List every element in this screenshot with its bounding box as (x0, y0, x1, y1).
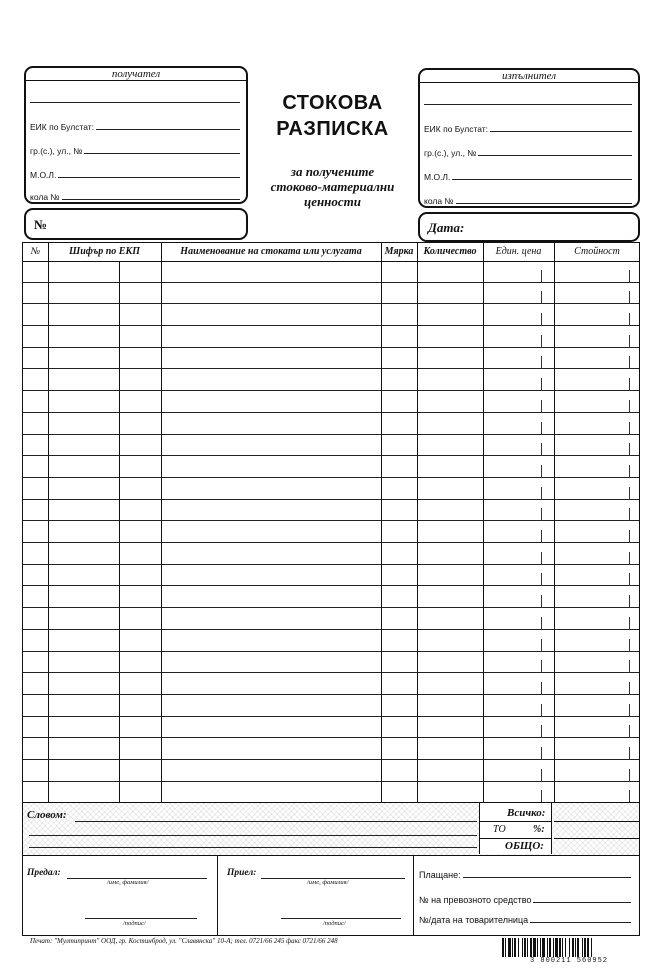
decimal-mark (541, 422, 542, 435)
decimal-mark (541, 487, 542, 500)
decimal-mark (541, 335, 542, 348)
decimal-mark (629, 487, 630, 500)
table-row[interactable] (23, 738, 639, 760)
table-row[interactable] (23, 478, 639, 500)
barcode-bar (508, 938, 511, 958)
table-row[interactable] (23, 673, 639, 695)
table-row[interactable] (23, 760, 639, 782)
recipient-car-field[interactable]: кола № (30, 190, 240, 202)
barcode-bar (533, 938, 536, 958)
contractor-eik-field[interactable]: ЕИК по Булстат: (424, 122, 632, 134)
decimal-mark (629, 422, 630, 435)
barcode-bar (575, 938, 576, 958)
table-row[interactable] (23, 587, 639, 609)
date-box[interactable] (418, 212, 640, 242)
contractor-mol-field[interactable]: М.О.Л. (424, 170, 632, 182)
decimal-mark (629, 747, 630, 760)
percent-label: %: (533, 824, 545, 835)
words-line-2[interactable] (29, 835, 477, 836)
decimal-mark (629, 617, 630, 630)
recipient-mol-field[interactable]: М.О.Л. (30, 168, 240, 180)
table-row[interactable] (23, 500, 639, 522)
table-row[interactable] (23, 456, 639, 478)
decimal-mark (541, 465, 542, 478)
date-label: Дата: (428, 220, 465, 235)
barcode-bar (524, 938, 526, 958)
decimal-mark (541, 617, 542, 630)
handed-signature-line[interactable] (85, 918, 197, 919)
decimal-mark (541, 313, 542, 326)
words-line-1[interactable] (75, 821, 477, 822)
table-row[interactable] (23, 565, 639, 587)
decimal-mark (629, 378, 630, 391)
decimal-mark (541, 356, 542, 369)
table-row[interactable] (23, 717, 639, 739)
table-row[interactable] (23, 413, 639, 435)
barcode-bar (502, 938, 504, 958)
decimal-mark (629, 291, 630, 304)
barcode-bar (553, 938, 554, 958)
document-heading (250, 90, 415, 209)
waybill-field[interactable]: №/дата на товарителница (419, 913, 631, 925)
table-row[interactable] (23, 652, 639, 674)
received-name-caption: /име, фамилия/ (307, 879, 349, 886)
decimal-mark (541, 270, 542, 283)
words-label: Словом: (27, 809, 67, 821)
table-row[interactable] (23, 304, 639, 326)
barcode-bar (569, 938, 570, 958)
header-code: Шифър по ЕКП (68, 246, 141, 257)
decimal-mark (629, 639, 630, 652)
decimal-mark (541, 595, 542, 608)
header-name: Наименование на стоката или услугата (180, 246, 362, 257)
decimal-mark (541, 378, 542, 391)
decimal-mark (541, 573, 542, 586)
decimal-mark (629, 573, 630, 586)
barcode-bar (522, 938, 523, 958)
barcode-bars (500, 938, 638, 958)
barcode-bar (514, 938, 516, 958)
decimal-mark (629, 725, 630, 738)
barcode-bar (530, 938, 532, 958)
all-value[interactable] (554, 803, 639, 821)
decimal-mark (541, 291, 542, 304)
total-value[interactable] (554, 838, 639, 854)
vat-value[interactable] (554, 821, 639, 838)
decimal-mark (541, 639, 542, 652)
contractor-address-field[interactable]: гр.(с.), ул., № (424, 146, 632, 158)
barcode-bar (537, 938, 538, 958)
barcode-bar (572, 938, 574, 958)
recipient-eik-field[interactable]: ЕИК по Булстат: (30, 120, 240, 132)
barcode-bar (542, 938, 545, 958)
subtitle-line2: стоково-материални (270, 179, 395, 194)
decimal-mark (629, 335, 630, 348)
decimal-mark (629, 769, 630, 782)
recipient-name-line (30, 102, 240, 103)
handed-label: Предал: (27, 868, 61, 878)
barcode-bar (512, 938, 513, 958)
handed-name-caption: /име, фамилия/ (107, 879, 149, 886)
barcode (500, 938, 638, 966)
handed-signature-caption: /подпис/ (123, 920, 146, 927)
table-row[interactable] (23, 391, 639, 413)
table-row[interactable] (23, 283, 639, 305)
table-row[interactable] (23, 348, 639, 370)
barcode-bar (518, 938, 519, 958)
table-row[interactable] (23, 435, 639, 457)
decimal-mark (541, 552, 542, 565)
decimal-mark (629, 552, 630, 565)
contractor-car-field[interactable]: кола № (424, 194, 632, 206)
subtitle-line3: ценности (303, 194, 362, 209)
table-row[interactable] (23, 608, 639, 630)
table-row[interactable] (23, 261, 639, 283)
table-row[interactable] (23, 326, 639, 348)
decimal-mark (541, 400, 542, 413)
header-no: № (30, 246, 41, 257)
header-price: Един. цена (495, 246, 542, 257)
barcode-bar (565, 938, 566, 958)
table-row[interactable] (23, 782, 639, 804)
barcode-bar (555, 938, 558, 958)
decimal-mark (629, 443, 630, 456)
title-line1: СТОКОВА (282, 92, 383, 114)
decimal-mark (629, 595, 630, 608)
decimal-mark (541, 682, 542, 695)
totals-section (22, 802, 640, 856)
items-table (22, 242, 640, 802)
decimal-mark (541, 508, 542, 521)
barcode-bar (549, 938, 551, 958)
payment-field[interactable]: Плащане: (419, 868, 631, 880)
contractor-box (418, 68, 640, 208)
received-signature-caption: /подпис/ (323, 920, 346, 927)
contractor-title: изпълнител (420, 70, 638, 83)
barcode-bar (582, 938, 583, 958)
table-row[interactable] (23, 695, 639, 717)
header-unit: Мярка (384, 246, 414, 257)
decimal-mark (629, 356, 630, 369)
header-value: Стойност (574, 246, 620, 257)
decimal-mark (541, 769, 542, 782)
decimal-mark (629, 270, 630, 283)
decimal-mark (629, 660, 630, 673)
table-row[interactable] (23, 543, 639, 565)
contractor-name-line (424, 104, 632, 105)
recipient-box (24, 66, 248, 204)
received-label: Приел: (227, 868, 257, 878)
vehicle-field[interactable]: № на превозното средство (419, 893, 631, 905)
signatures-section (22, 856, 640, 936)
barcode-bar (559, 938, 561, 958)
decimal-mark (629, 704, 630, 717)
recipient-title: получател (26, 68, 246, 81)
barcode-bar (591, 938, 592, 958)
barcode-number: 3 800211 560952 (500, 957, 638, 965)
decimal-mark (629, 530, 630, 543)
words-line-3 (29, 847, 477, 848)
barcode-bar (527, 938, 528, 958)
table-grid (23, 243, 639, 802)
table-row[interactable] (23, 521, 639, 543)
decimal-mark (629, 313, 630, 326)
subtitle-line1: за получените (290, 164, 375, 179)
decimal-mark (541, 443, 542, 456)
barcode-bar (540, 938, 541, 958)
recipient-address-field[interactable]: гр.(с.), ул., № (30, 144, 240, 156)
received-signature-line[interactable] (281, 918, 401, 919)
barcode-bar (577, 938, 579, 958)
decimal-mark (541, 747, 542, 760)
barcode-bar (562, 938, 563, 958)
decimal-mark (629, 465, 630, 478)
decimal-mark (541, 660, 542, 673)
total-label: ОБЩО: (505, 840, 544, 852)
to-label: ТО (493, 824, 506, 835)
barcode-bar (547, 938, 548, 958)
barcode-bar (584, 938, 586, 958)
all-label: Всичко: (507, 807, 546, 819)
table-row[interactable] (23, 630, 639, 652)
decimal-mark (629, 400, 630, 413)
printer-info: Печат: "Мултипринт" ООД, гр. Костинброд, ул. "Славянска" 10-А; тел. 0721/66 245 факс 0721/66 248 (30, 937, 338, 945)
header-qty: Количество (423, 246, 477, 257)
barcode-bar (587, 938, 589, 958)
number-label: № (34, 217, 48, 232)
decimal-mark (541, 530, 542, 543)
decimal-mark (629, 682, 630, 695)
number-box[interactable] (24, 208, 248, 240)
decimal-mark (541, 725, 542, 738)
decimal-mark (541, 704, 542, 717)
table-row[interactable] (23, 370, 639, 392)
barcode-bar (505, 938, 506, 958)
title-line2: РАЗПИСКА (276, 118, 389, 140)
decimal-mark (629, 508, 630, 521)
